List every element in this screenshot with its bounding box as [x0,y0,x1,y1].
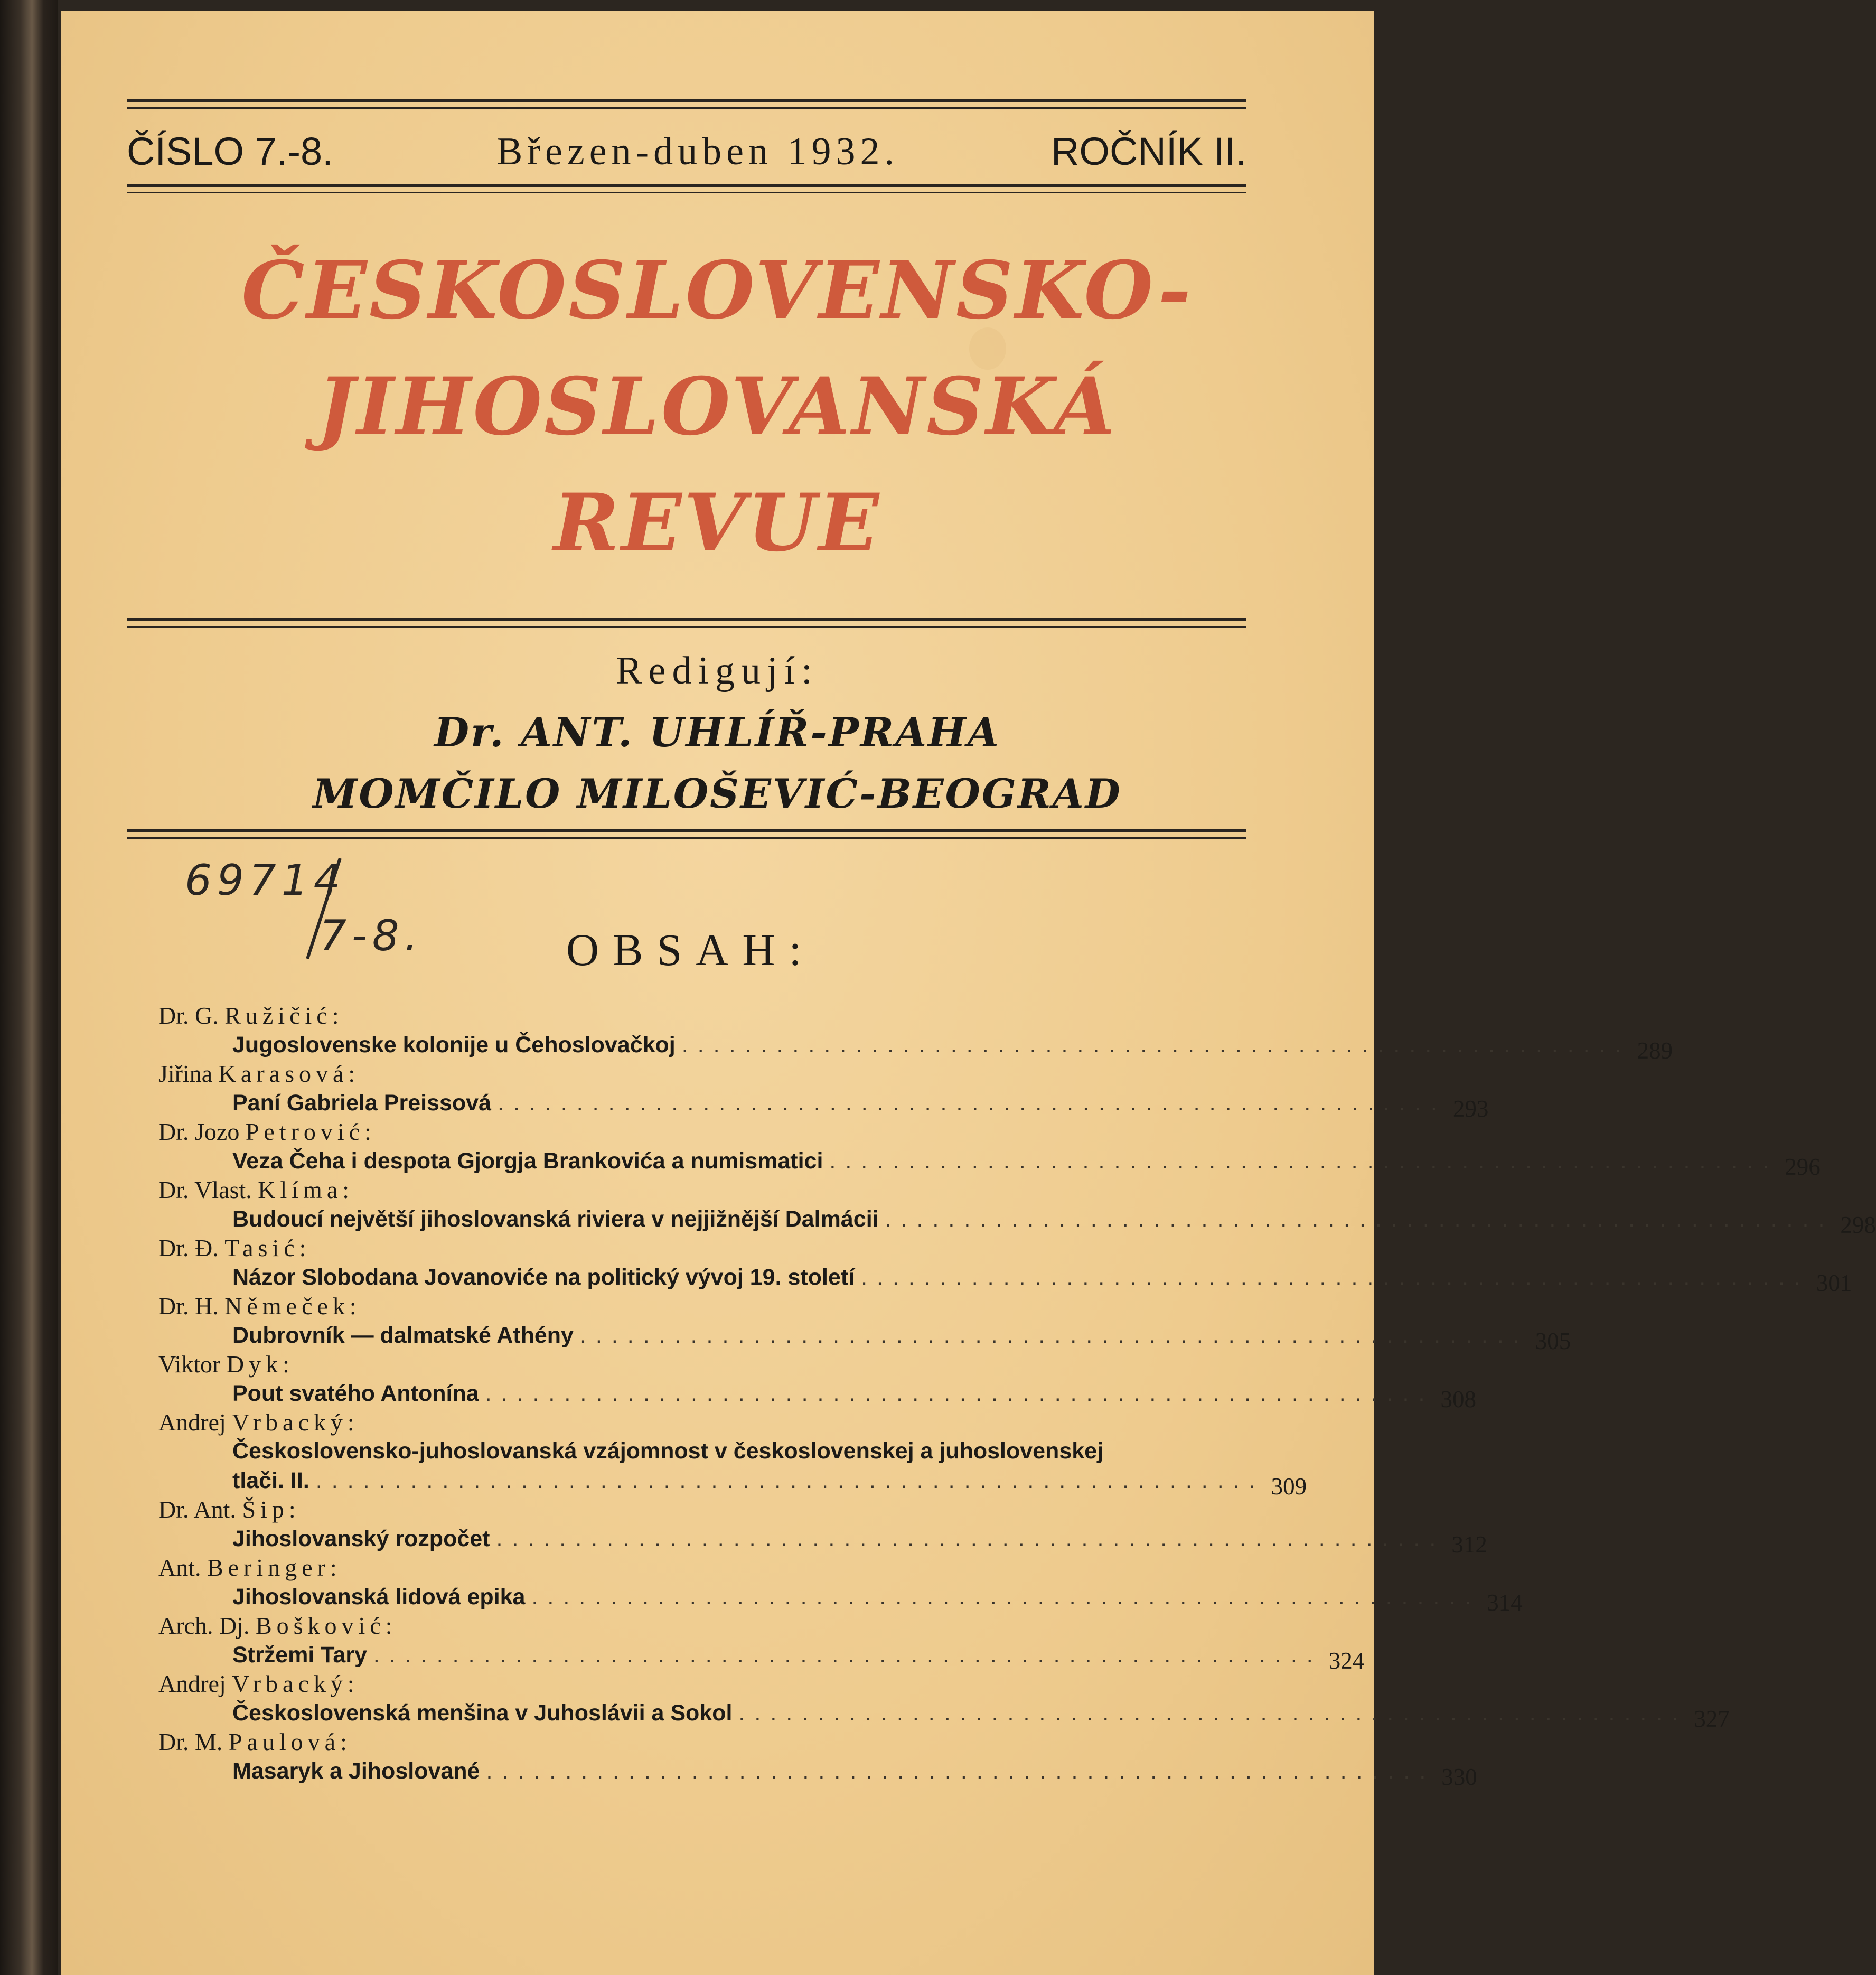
toc-page: 327 [1694,1706,1730,1732]
editor-1: Dr. ANT. UHLÍŘ-PRAHA [434,709,1000,756]
toc-entry [158,1175,1876,1238]
toc-title: Jihoslovanská lidová epika [232,1584,526,1609]
toc-title: Stržemi Tary [232,1642,367,1668]
toc-page: 308 [1440,1386,1476,1412]
toc-title: tlači. II. [232,1468,309,1493]
issue-number: ČÍSLO 7.-8. [127,129,333,173]
author-surname: Ružičić: [224,1002,344,1029]
toc-entry [158,1553,1523,1616]
toc-entry [158,1611,1365,1674]
editors-rule [127,829,1246,839]
author-prefix: Viktor [158,1351,221,1378]
toc-page: 309 [1271,1473,1307,1500]
toc-title: Jugoslovenske kolonije u Čehoslovačkoj [232,1032,676,1057]
table-of-contents [158,1001,1876,1790]
title-line-2: JIHOSLOVANSKÁ [317,360,1118,453]
author-prefix: Dr. Ant. [158,1496,236,1523]
toc-title: Budoucí největší jihoslovanská riviera v nejjižnější Dalmácii [232,1206,879,1232]
toc-title: Masaryk a Jihoslované [232,1758,480,1784]
leader-dots: ............................................................ [738,1700,1688,1726]
toc-entry [158,1059,1489,1122]
editors-label: Redigují: [616,649,819,692]
toc-author [158,1408,1273,1437]
leader-dots: ............................................................ [579,1323,1529,1348]
title-rule [127,618,1246,628]
editor-2: MOMČILO MILOŠEVIĆ-BEOGRAD [313,770,1122,817]
toc-page: 289 [1637,1037,1673,1064]
author-prefix: Dr. Jozo [158,1118,240,1145]
toc-entry [158,1727,1477,1790]
toc-page: 293 [1452,1096,1489,1122]
toc-title: Jihoslovanský rozpočet [232,1526,490,1551]
author-prefix: Dr. Vlast. [158,1176,252,1203]
author-surname: Bošković: [255,1612,397,1639]
leader-dots: ............................................................ [486,1758,1436,1784]
leader-dots: ............................................................ [531,1584,1481,1609]
leader-dots: ............................................................ [681,1032,1631,1057]
leader-dots: ............................................................ [498,1090,1447,1116]
author-prefix: Jiřina [158,1060,213,1087]
toc-author [158,1059,1273,1088]
toc-author [158,1553,1273,1582]
contents-heading: OBSAH: [566,924,815,975]
toc-page: 298 [1840,1212,1876,1238]
toc-page: 312 [1451,1531,1487,1558]
issue-date: Březen-duben 1932. [496,130,899,173]
author-surname: Vrbacký: [232,1670,359,1697]
toc-entry [158,1408,1307,1500]
toc-title: Názor Slobodana Jovanoviće na politický vývoj 19. století [232,1265,855,1290]
author-surname: Vrbacký: [232,1409,359,1436]
toc-entry [158,1001,1673,1064]
author-prefix: Andrej [158,1409,226,1436]
author-surname: Beringer: [207,1554,342,1581]
title-line-3: REVUE [553,476,881,569]
toc-entry [158,1350,1476,1412]
toc-author [158,1117,1273,1146]
author-prefix: Dr. Đ. [158,1234,219,1261]
author-surname: Karasová: [218,1060,360,1087]
leader-dots: ............................................................ [885,1206,1834,1232]
author-prefix: Dr. H. [158,1293,219,1319]
author-surname: Tasić: [224,1234,311,1261]
handwritten-accession-number: 69714 [185,856,346,905]
toc-title: Pout svatého Antonína [232,1381,479,1406]
masthead-rule [127,184,1246,193]
author-prefix: Arch. Dj. [158,1612,250,1639]
author-prefix: Andrej [158,1670,226,1697]
handwritten-issue-note: 7-8. [320,911,424,960]
toc-author [158,1001,1273,1030]
toc-entry [158,1117,1821,1180]
toc-title: Dubrovník — dalmatské Athény [232,1323,574,1348]
toc-page: 314 [1487,1589,1523,1616]
toc-title-line-1: Československo-juhoslovanská vzájomnost v československej a juhoslovenskej [232,1438,1104,1464]
leader-dots: ............................................................ [861,1265,1810,1290]
toc-author [158,1291,1273,1321]
author-surname: Němeček: [224,1293,361,1319]
author-surname: Dyk: [226,1351,294,1378]
toc-page: 305 [1535,1328,1571,1354]
book-binding [0,0,58,1975]
toc-page: 301 [1816,1270,1852,1296]
author-prefix: Ant. [158,1554,201,1581]
leader-dots: ............................................................ [315,1468,1265,1493]
toc-title: Veza Čeha i despota Gjorgja Brankovića a numismatici [232,1148,823,1174]
toc-entry [158,1669,1730,1732]
leader-dots: ............................................................ [829,1148,1779,1174]
toc-author [158,1669,1273,1698]
top-rule [127,99,1246,109]
author-prefix: Dr. M. [158,1728,223,1755]
toc-entry [158,1495,1487,1558]
toc-author [158,1495,1273,1524]
toc-author [158,1727,1273,1756]
toc-entry [158,1233,1852,1296]
masthead-row [127,128,1246,175]
toc-page: 296 [1785,1154,1821,1180]
leader-dots: ............................................................ [496,1526,1446,1551]
toc-page: 324 [1328,1648,1365,1674]
author-surname: Petrović: [245,1118,376,1145]
toc-author [158,1350,1273,1379]
toc-author [158,1611,1273,1640]
leader-dots: ............................................................ [485,1381,1434,1406]
toc-author [158,1233,1273,1262]
toc-author [158,1175,1273,1204]
toc-title: Paní Gabriela Preissová [232,1090,491,1116]
author-surname: Klíma: [258,1176,354,1203]
title-line-1: ČESKOSLOVENSKO- [241,244,1193,337]
toc-page: 330 [1441,1764,1477,1790]
author-prefix: Dr. G. [158,1002,219,1029]
journal-cover-page [61,11,1876,1975]
toc-title: Československá menšina v Juhoslávii a Sokol [232,1700,733,1726]
author-surname: Paulová: [228,1728,352,1755]
author-surname: Šip: [242,1496,301,1523]
volume-number: ROČNÍK II. [1050,129,1246,173]
leader-dots: ............................................................ [373,1642,1322,1668]
toc-entry [158,1291,1571,1354]
